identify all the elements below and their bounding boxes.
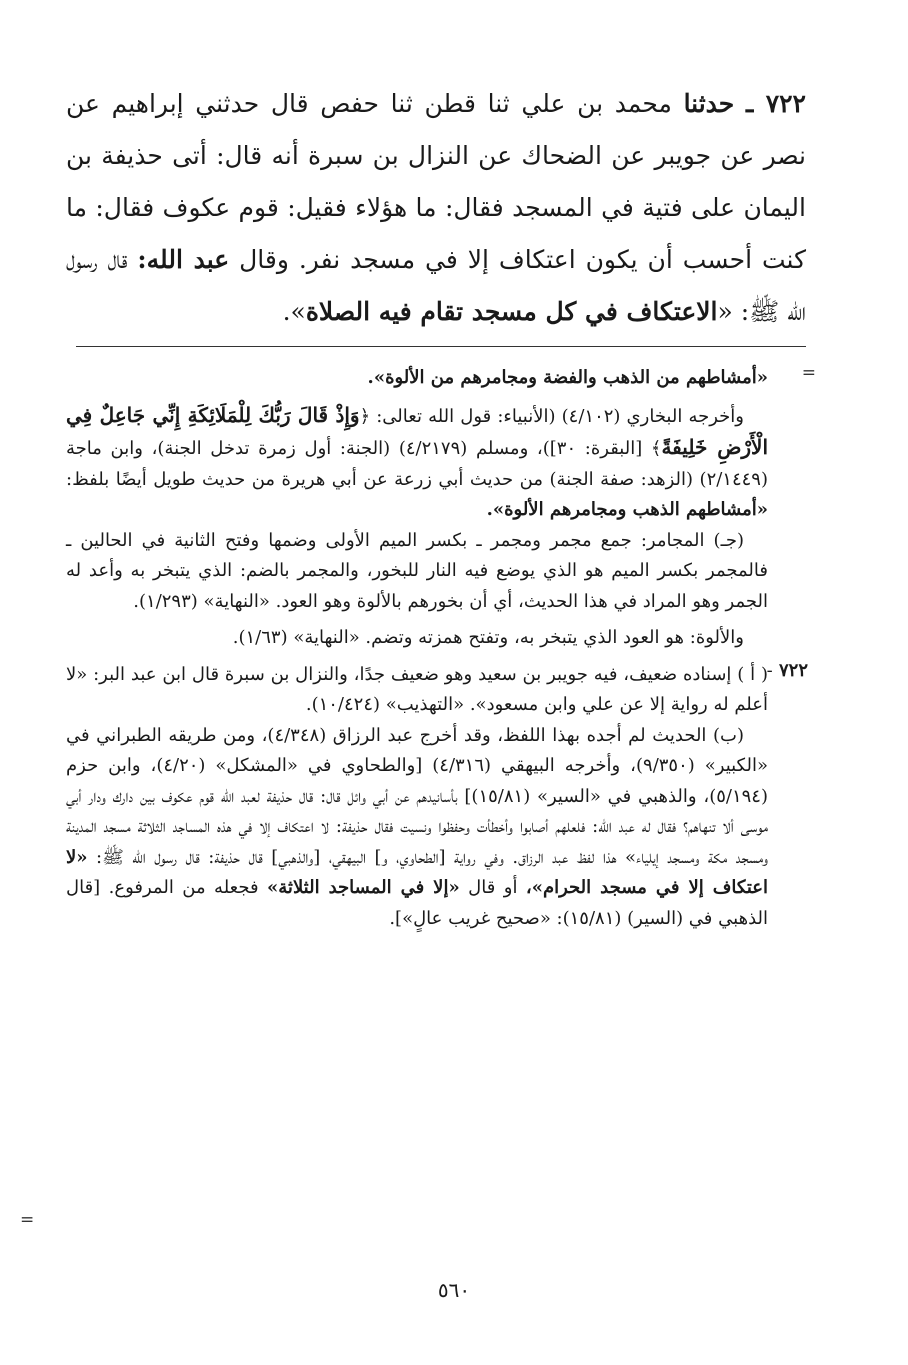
footnote-722-quote1: «لا اعتكاف إلا في مسجد الحرام»، — [66, 846, 769, 898]
hadith-text-part3: ». — [282, 297, 306, 326]
footnote-722-b-text3: فجعله من المرفوع. [قال الذهبي في (السير) (١٥/٨١): «صحيح غريب عالٍ»]. — [66, 877, 768, 929]
takhrij-text-a: وأخرجه البخاري (٤/١٠٢) (الأنبياء: قول الله تعالى: ﴿ — [359, 405, 744, 427]
footnote-cont-jim: (جـ) المجامر: جمع مجمر ومجمر ـ بكسر الميم الأولى وضمها وفتح الثانية في الحالين ـ فالمجمر بكسر الميم هو الذي يوضع فيه النار للبخور، والمجمر بالضم: الذي يتبخر به وأعد له الجمر وهو المراد في هذا الحديث، أي أن بخورهم بالألوة وهو العود. «النهاية» (١/٢٩٣). — [66, 529, 768, 612]
page-number: ٥٦٠ — [437, 1278, 471, 1302]
footnote-cont-takhrij — [66, 400, 768, 526]
footnote-cont-aluwwa: والألوة: هو العود الذي يتبخر به، وتفتح همزته وتضم. «النهاية» (١/٦٣). — [232, 627, 744, 648]
hadith-text-part1: محمد بن علي ثنا قطن ثنا حفص قال حدثني إبراهيم عن نصر عن جويبر عن الضحاك عن النزال بن سبرة أنه قال: أتى حذيفة بن اليمان على فتية في المسجد فقال: ما هؤلاء فقيل: قوم عكوف فقال: ما كنت أحسب أن يكون اعتكاف إلا في مسجد نفر. وقال — [66, 89, 806, 274]
hadith-number: ٧٢٢ ـ — [745, 89, 806, 118]
footnotes — [66, 363, 816, 934]
end-continuation-mark: = — [20, 1210, 35, 1230]
footnote-722-b-text1: (ب) الحديث لم أجده بهذا اللفظ، وقد أخرج عبد الرزاق (٤/٣٤٨)، ومن طريقه الطبراني في «الكبير» (٩/٣٥٠)، وأخرجه البيهقي (٤/٣١٦) [والطحاوي في «المشكل» (٤/٢٠)، وابن حزم (٥/١٩٤)، والذهبي في «السير» (١٥/٨١)] بأسانيدهم عن أبي وائل قال: قال حذيفة لعبد الله قوم عكوف بين دارك ودار أبي موسى ألا تنهاهم؟ فقال له عبد الله: فلعلهم أصابوا وأخطأت وحفظوا ونسيت فقال حذيفة: لا اعتكاف إلا في هذه المساجد الثلاثة مسجد المدينة ومسجد مكة ومسجد إيلياء» هذا لفظ عبد الرزاق. وفي رواية [الطحاوي، و] البيهقي، [والذهبي] قال حذيفة: قال رسول الله ﷺ: — [66, 724, 768, 868]
hadith-text-part2: قال رسول الله ﷺ: « — [66, 245, 806, 326]
takhrij-text-b: ﴾ [البقرة: ٣٠])، ومسلم (٤/٢١٧٩) (الجنة: أول زمرة تدخل الجنة)، وابن ماجة (٢/١٤٤٩) (الزهد: صفة الجنة) من حديث أبي زرعة عن أبي هريرة من حديث طويل أيضًا بلفظ: — [66, 438, 768, 490]
main-text — [66, 78, 806, 338]
hadith-lead-word: حدثنا — [683, 89, 735, 118]
footnote-separator — [76, 346, 806, 347]
footnote-722-a: ( أ ) إسناده ضعيف، فيه جويبر بن سعيد وهو ضعيف جدًا، والنزال بن سبرة قال ابن عبد البر: «لا أعلم له رواية إلا عن علي وابن مسعود». «التهذيب» (١٠/٤٢٤). — [66, 663, 768, 715]
footnote-cont-quote: «أمشاطهم من الذهب والفضة ومجامرهم من الألوة». — [367, 367, 768, 388]
footnote-722-number: ٧٢٢ - — [766, 659, 808, 681]
hadith-quote: الاعتكاف في كل مسجد تقام فيه الصلاة — [305, 297, 718, 326]
footnote-722-b — [66, 721, 768, 935]
footnote-722-quote2: «إلا في المساجد الثلاثة» — [267, 877, 460, 898]
hadith-abdallah: عبد الله: — [137, 245, 230, 274]
page — [66, 78, 816, 934]
footnote-722 — [66, 659, 808, 935]
continuation-mark: = — [801, 363, 816, 383]
quran-verse: وَإِذْ قَالَ رَبُّكَ لِلْمَلَائِكَةِ إِنِّي جَاعِلٌ فِي الْأَرْضِ خَلِيفَةً — [66, 402, 769, 459]
footnote-722-b-text2: أو قال — [468, 877, 518, 898]
takhrij-quote: «أمشاطهم الذهب ومجامرهم الألوة». — [486, 499, 768, 520]
hadith-722 — [66, 78, 806, 338]
